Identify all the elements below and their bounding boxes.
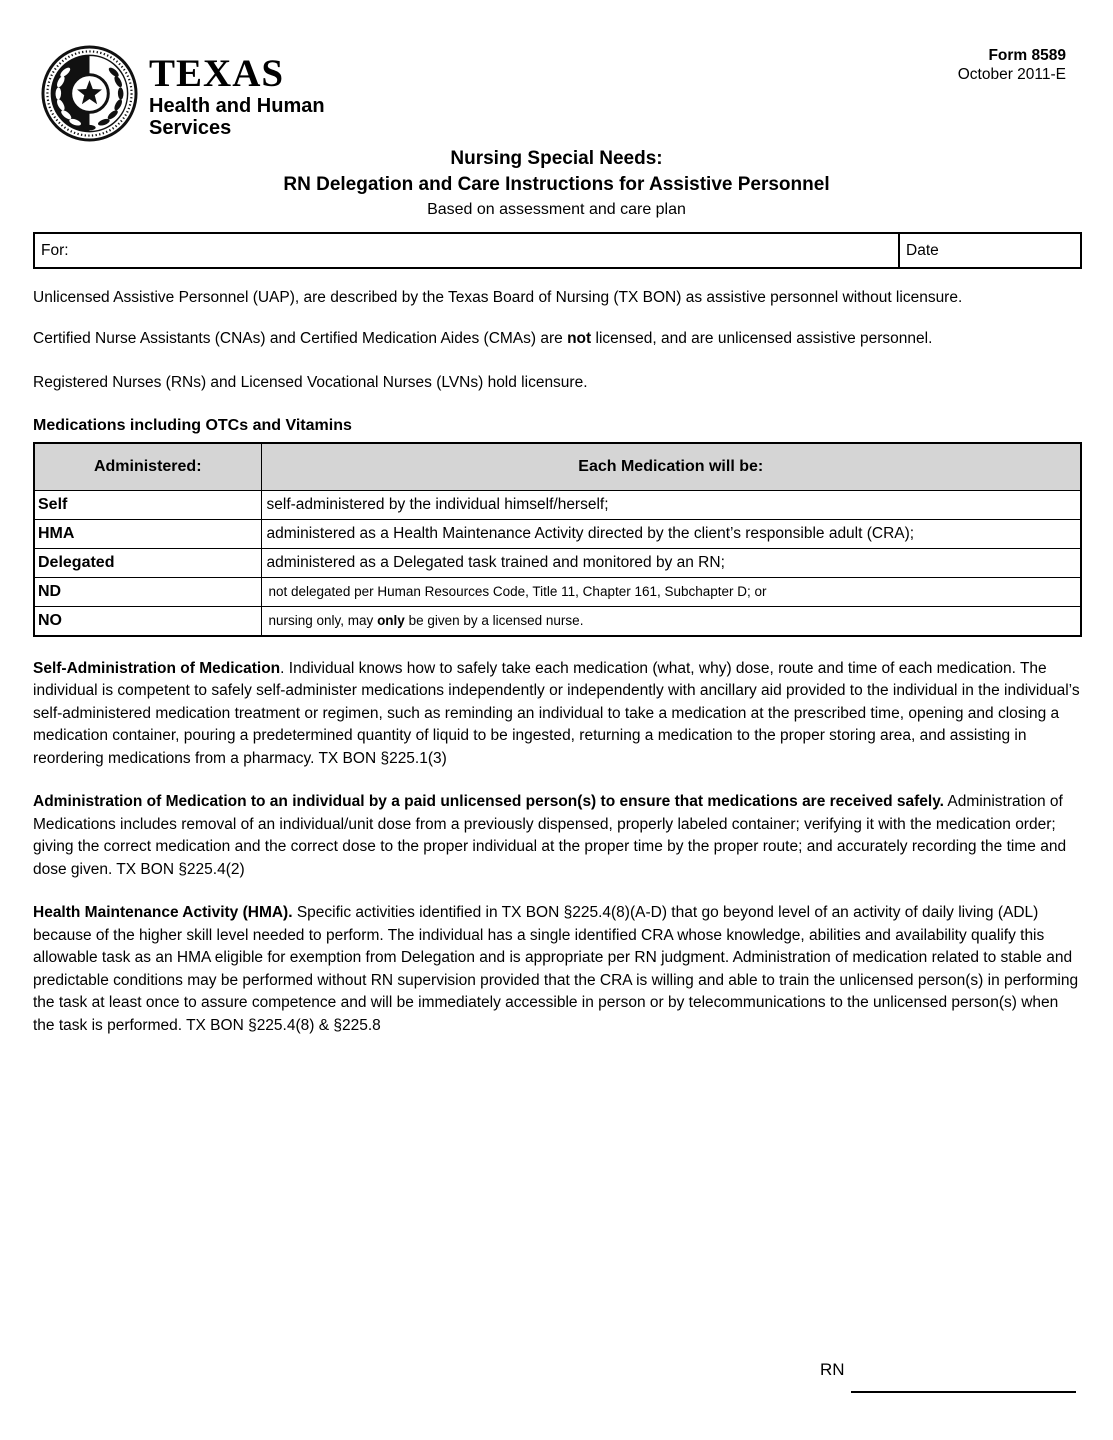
definition-nd: not delegated per Human Resources Code, Title 11, Chapter 161, Subchapter D; or	[261, 577, 1081, 606]
date-input-area[interactable]	[939, 234, 1080, 267]
paragraph-cna-cma-bold-not: not	[567, 330, 592, 347]
medications-section-heading: Medications including OTCs and Vitamins	[33, 417, 352, 434]
paragraph-administration	[33, 791, 1082, 881]
self-administration-body: . Individual knows how to safely take each medication (what, why) dose, route and time of each medication. The individual is competent to safely self-administer medications independently or independently with ancillary aid provided to the individual in the individual’s self-administered medication treatment or regimen, such as reminding an individual to take a medication at the prescribed time, opening and closing a medication container, pouring a predetermined quantity of liquid to be ingested, returning a medication to the proper storing area, and assisting in reordering medications from a pharmacy. TX BON §225.1(3)	[33, 659, 1080, 767]
rn-signature-label: RN	[820, 1360, 845, 1379]
paragraph-rn-lvn: Registered Nurses (RNs) and Licensed Vocational Nurses (LVNs) hold licensure.	[33, 374, 588, 391]
definition-no-seg2: be given by a licensed nurse.	[404, 613, 584, 628]
paragraph-cna-cma-seg1: Certified Nurse Assistants (CNAs) and Certified Medication Aides (CMAs) are	[33, 330, 568, 347]
term-delegated: Delegated	[34, 548, 261, 577]
medications-table-header-row	[34, 443, 1081, 490]
brand-dept-line2: Services	[149, 117, 232, 139]
paragraph-uap: Unlicensed Assistive Personnel (UAP), are described by the Texas Board of Nursing (TX BON) as assistive personnel without licensure.	[33, 289, 963, 306]
term-no: NO	[34, 606, 261, 636]
column-header-each-medication: Each Medication will be:	[261, 443, 1081, 490]
table-row-hma	[34, 519, 1081, 548]
for-input-area[interactable]	[69, 234, 898, 267]
page-title-line2: RN Delegation and Care Instructions for Assistive Personnel	[283, 174, 830, 195]
texas-state-seal-icon	[40, 44, 139, 143]
page-title-line1: Nursing Special Needs:	[450, 148, 663, 169]
for-label: For:	[41, 241, 69, 259]
term-nd: ND	[34, 577, 261, 606]
form-body	[33, 232, 1082, 1037]
agency-name	[149, 44, 325, 139]
rn-signature-line[interactable]	[851, 1391, 1076, 1393]
table-row-no	[34, 606, 1081, 636]
date-cell	[900, 234, 1080, 267]
administration-lead: Administration of Medication to an individual by a paid unlicensed person(s) to ensure that medications are received safely.	[33, 793, 944, 810]
definition-no-seg1: nursing only, may	[268, 613, 378, 628]
definition-no-bold-only: only	[377, 613, 405, 628]
table-row-delegated	[34, 548, 1081, 577]
hma-definition-lead: Health Maintenance Activity (HMA).	[33, 904, 293, 921]
for-date-row	[33, 232, 1082, 269]
paragraph-cna-cma	[33, 327, 1082, 351]
column-header-administered: Administered:	[34, 443, 261, 490]
paragraph-self-administration	[33, 658, 1082, 771]
hma-definition-body: Specific activities identified in TX BON §225.4(8)(A-D) that go beyond level of an activity of daily living (ADL) because of the higher skill level needed to perform. The individual has a single identified CRA whose knowledge, abilities and availability qualify this allowable task as an HMA eligible for exemption from Delegation and is appropriate per RN judgment. Administration of medication related to stable and predictable conditions may be performed without RN supervision provided that the CRA is willing and able to train the unlicensed person(s) in performing the task at least once to assure competence and will be immediately accessible in person or by telecommunications to the unlicensed person(s) when the task is performed. TX BON §225.4(8) & §225.8	[33, 904, 1079, 1034]
definition-hma: administered as a Health Maintenance Activity directed by the client’s responsible adult (CRA);	[261, 519, 1081, 548]
paragraph-cna-cma-seg2: licensed, and are unlicensed assistive personnel.	[591, 330, 933, 347]
form-info	[958, 46, 1066, 84]
table-row-self	[34, 490, 1081, 519]
form-number: Form 8589	[988, 47, 1066, 64]
medications-table	[33, 442, 1082, 637]
brand-dept-line1: Health and Human	[149, 95, 325, 117]
definition-self: self-administered by the individual himself/herself;	[261, 490, 1081, 519]
date-label: Date	[906, 241, 939, 259]
definition-no	[261, 606, 1081, 636]
paragraph-hma-definition	[33, 902, 1082, 1037]
table-row-nd	[34, 577, 1081, 606]
for-cell	[35, 234, 900, 267]
agency-brand	[40, 44, 325, 143]
page-subtitle: Based on assessment and care plan	[427, 201, 686, 218]
brand-texas: TEXAS	[149, 52, 285, 95]
term-self: Self	[34, 490, 261, 519]
term-hma: HMA	[34, 519, 261, 548]
administration-body: Administration of Medications includes removal of an individual/unit dose from a previously dispensed, properly labeled container; verifying it with the medication order; giving the correct medication and the correct dose to the proper individual at the proper time by the proper route; and accurately recording the time and dose given. TX BON §225.4(2)	[33, 793, 1067, 878]
form-revision-date: October 2011-E	[957, 66, 1066, 83]
definition-delegated: administered as a Delegated task trained and monitored by an RN;	[261, 548, 1081, 577]
self-administration-lead: Self-Administration of Medication	[33, 659, 281, 677]
